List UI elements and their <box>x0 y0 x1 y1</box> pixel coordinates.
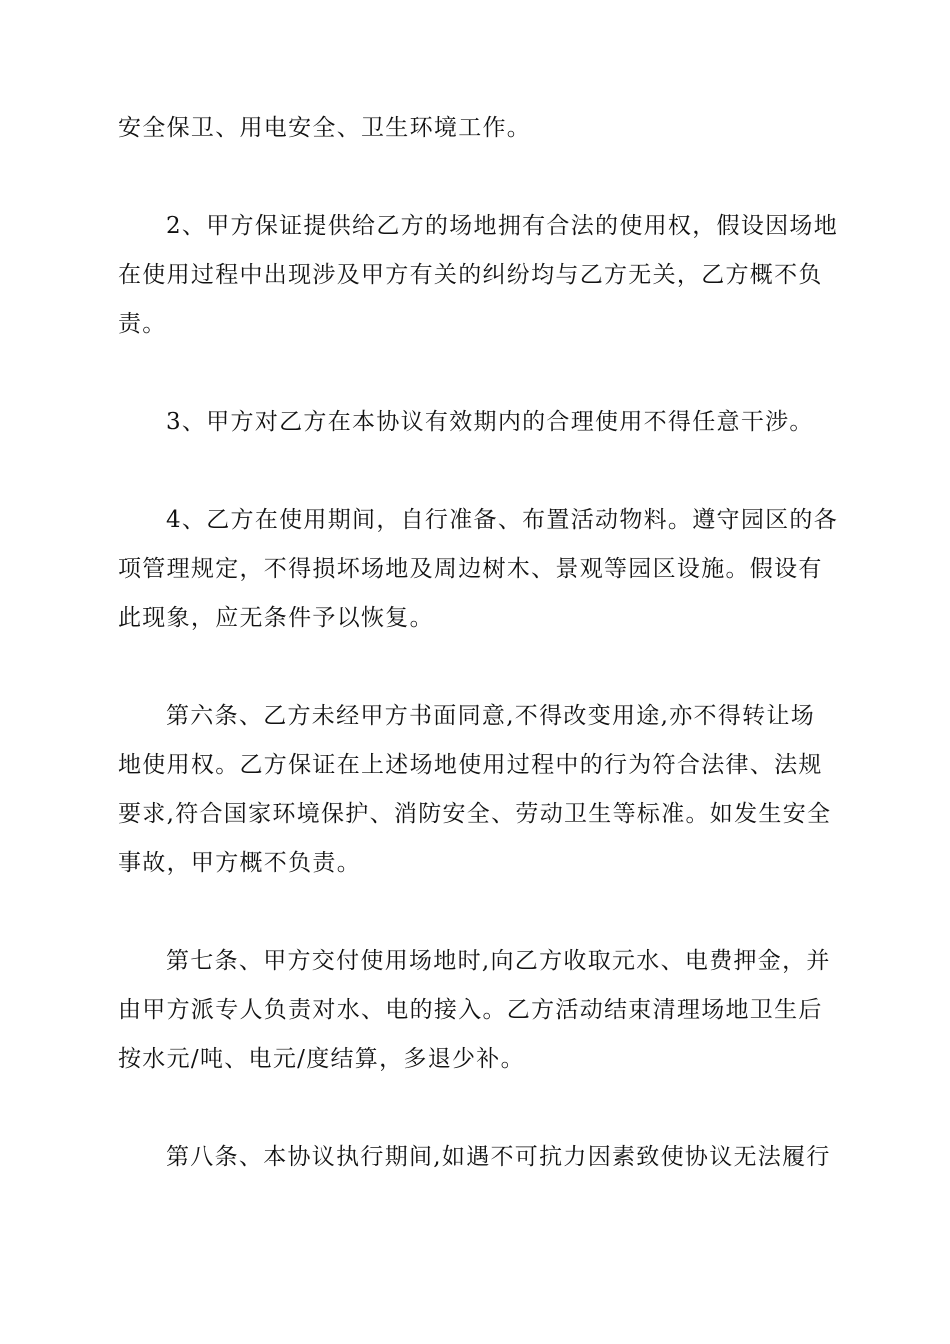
paragraph-1-line-0: 2、甲方保证提供给乙方的场地拥有合法的使用权，假设因场地 <box>166 213 839 239</box>
paragraph-4-line-0: 第六条、乙方未经甲方书面同意,不得改变用途,亦不得转让场 <box>166 703 816 729</box>
paragraph-2-line-0: 3、甲方对乙方在本协议有效期内的合理使用不得任意干涉。 <box>166 409 814 435</box>
paragraph-3-line-1: 项管理规定，不得损坏场地及周边树木、景观等园区设施。假设有 <box>118 556 823 582</box>
paragraph-4-line-2: 要求,符合国家环境保护、消防安全、劳动卫生等标准。如发生安全 <box>118 801 832 827</box>
paragraph-4-line-3: 事故，甲方概不负责。 <box>118 850 361 876</box>
paragraph-3-line-0: 4、乙方在使用期间，自行准备、布置活动物料。遵守园区的各 <box>166 507 839 533</box>
paragraph-1-line-2: 责。 <box>118 311 167 337</box>
paragraph-5-line-2: 按水元/吨、电元/度结算，多退少补。 <box>118 1046 525 1072</box>
paragraph-0-line-0: 安全保卫、用电安全、卫生环境工作。 <box>118 115 532 141</box>
paragraph-5-line-1: 由甲方派专人负责对水、电的接入。乙方活动结束清理场地卫生后 <box>118 997 823 1023</box>
paragraph-3-line-2: 此现象，应无条件予以恢复。 <box>118 605 434 631</box>
paragraph-4-line-1: 地使用权。乙方保证在上述场地使用过程中的行为符合法律、法规 <box>118 752 823 778</box>
paragraph-6-line-0: 第八条、本协议执行期间,如遇不可抗力因素致使协议无法履行 <box>166 1144 831 1170</box>
paragraph-5-line-0: 第七条、甲方交付使用场地时,向乙方收取元水、电费押金，并 <box>166 948 831 974</box>
paragraph-1-line-1: 在使用过程中出现涉及甲方有关的纠纷均与乙方无关，乙方概不负 <box>118 262 823 288</box>
